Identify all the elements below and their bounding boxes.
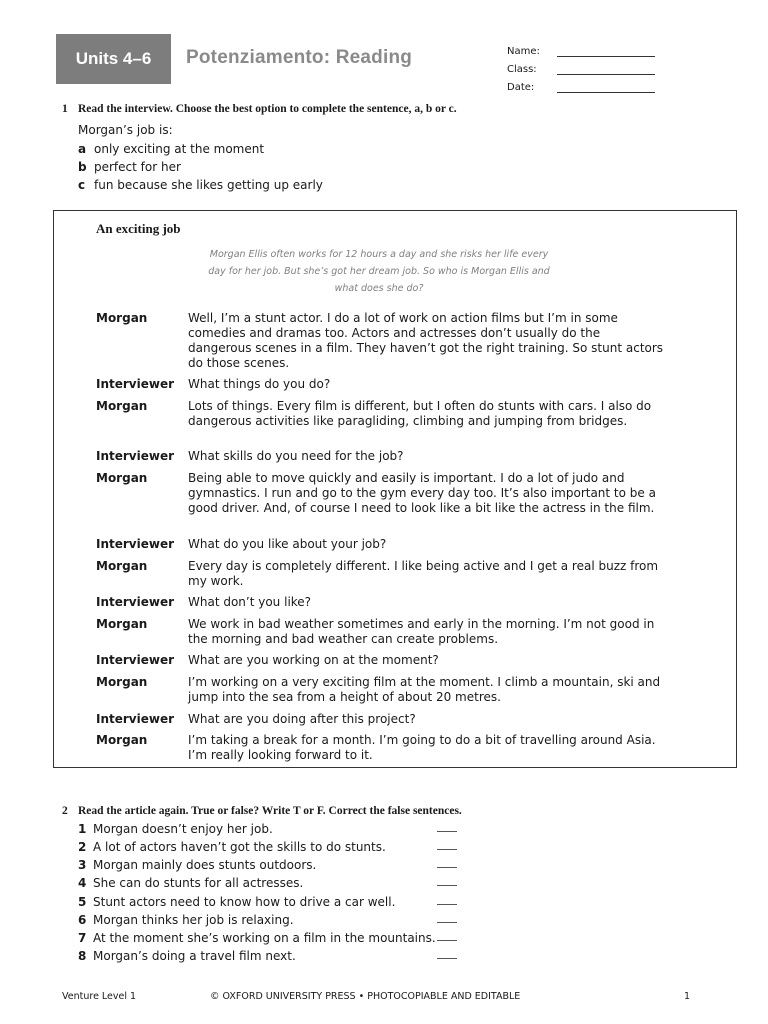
q1-option-c[interactable] [78,178,323,192]
q1-number: 1 [62,103,68,115]
dialogue-text: What things do you do? [188,377,331,391]
name-label: Name: [507,46,540,57]
tf-item-text: She can do stunts for all actresses. [93,876,304,890]
dialogue-text: Lots of things. Every film is different, but I often do stunts with cars. I also do dangerous activities like paragliding, climbing and jumping from bridges. [188,399,652,428]
tf-answer-blank[interactable] [437,849,457,850]
dialogue-text: Well, I’m a stunt actor. I do a lot of work on action films but I’m in some comedies and dramas too. Actors and actresses don’t usually do the dangerous scenes in a film. They haven’t got the right training. So stunt actors do those scenes. [188,311,664,370]
q1-stem: Morgan’s job is: [78,123,173,137]
tf-answer-blank[interactable] [437,904,457,905]
tf-item [78,858,468,872]
q1-instruction-text: Read the interview. Choose the best option to complete the sentence, a, b or c. [78,103,457,115]
tf-answer-blank[interactable] [437,831,457,832]
tf-item [78,913,468,927]
page-title: Potenziamento: Reading [186,47,413,68]
tf-item-text: At the moment she’s working on a film in the mountains. [93,931,436,945]
speaker-name: Interviewer [96,653,175,667]
option-letter: c [78,178,86,192]
option-text: fun because she likes getting up early [94,178,323,192]
tf-item-text: Stunt actors need to know how to drive a car well. [93,895,396,909]
date-field [507,82,655,100]
tf-item-text: Morgan’s doing a travel film next. [93,949,296,963]
option-text: perfect for her [94,160,181,174]
dialogue-text: What don’t you like? [188,595,312,609]
name-line[interactable] [557,46,655,57]
speaker-name: Morgan [96,311,148,325]
intro-line: day for her job. But she’s got her dream job. So who is Morgan Ellis and [208,266,550,277]
footer-left: Venture Level 1 [62,991,137,1002]
q2-instruction [62,805,462,817]
speaker-name: Morgan [96,471,148,485]
tf-item [78,931,468,945]
unit-label-box [56,34,171,84]
tf-item-text: Morgan doesn’t enjoy her job. [93,822,273,836]
q1-option-a[interactable] [78,142,264,156]
dialogue-text: What do you like about your job? [188,537,387,551]
tf-item-text: Morgan thinks her job is relaxing. [93,913,294,927]
dialogue-text: I’m working on a very exciting film at the moment. I climb a mountain, ski and jump into the sea from a height of about 20 metres. [188,675,661,704]
option-text: only exciting at the moment [94,142,265,156]
dialogue-text: We work in bad weather sometimes and early in the morning. I’m not good in the morning and bad weather can create problems. [188,617,655,646]
speaker-name: Interviewer [96,537,175,551]
article-title: An exciting job [96,221,181,236]
option-letter: b [78,160,87,174]
article-intro [154,246,604,297]
speaker-name: Morgan [96,617,148,631]
article-box [53,210,737,768]
speaker-name: Interviewer [96,377,175,391]
tf-item-number: 4 [78,876,87,890]
tf-answer-blank[interactable] [437,867,457,868]
tf-item-text: Morgan mainly does stunts outdoors. [93,858,317,872]
tf-item-number: 3 [78,858,87,872]
tf-item [78,822,468,836]
date-line[interactable] [557,82,655,93]
tf-item-number: 1 [78,822,87,836]
tf-item [78,840,468,854]
intro-line: Morgan Ellis often works for 12 hours a day and she risks her life every [209,249,549,260]
intro-line: what does she do? [334,283,424,294]
q2-instruction-text: Read the article again. True or false? Write T or F. Correct the false sentences. [78,805,462,817]
tf-answer-blank[interactable] [437,958,457,959]
tf-answer-blank[interactable] [437,940,457,941]
q1-instruction [62,103,457,115]
dialogue-text: What skills do you need for the job? [188,449,404,463]
class-field [507,64,655,82]
speaker-name: Morgan [96,675,148,689]
tf-item-number: 8 [78,949,87,963]
unit-label: Units 4–6 [75,49,152,68]
student-info-fields [507,46,655,100]
tf-item-number: 2 [78,840,87,854]
dialogue-text: What are you doing after this project? [188,712,416,726]
tf-item-number: 7 [78,931,87,945]
speaker-name: Interviewer [96,449,175,463]
tf-item-text: A lot of actors haven’t got the skills to do stunts. [93,840,386,854]
page-number: 1 [684,991,691,1002]
speaker-name: Morgan [96,733,148,747]
dialogue-text: Every day is completely different. I like being active and I get a real buzz from my work. [188,559,659,588]
dialogue-text: What are you working on at the moment? [188,653,439,667]
tf-item [78,949,468,963]
speaker-name: Interviewer [96,595,175,609]
option-letter: a [78,142,87,156]
class-label: Class: [507,64,537,75]
dialogue-text: Being able to move quickly and easily is important. I do a lot of judo and gymnastics. I run and go to the gym every day too. It’s also important to be a good driver. And, of course I need to look like a bit like the actress in the film. [188,471,656,515]
tf-answer-blank[interactable] [437,885,457,886]
tf-item-number: 6 [78,913,87,927]
footer-copyright: © OXFORD UNIVERSITY PRESS • PHOTOCOPIABLE AND EDITABLE [210,991,521,1002]
speaker-name: Morgan [96,399,148,413]
date-label: Date: [507,82,535,93]
q2-number: 2 [62,805,68,817]
tf-item-number: 5 [78,895,87,909]
speaker-name: Morgan [96,559,148,573]
tf-item [78,876,468,890]
name-field [507,46,655,64]
speaker-name: Interviewer [96,712,175,726]
q1-option-b[interactable] [78,160,181,174]
dialogue-text: I’m taking a break for a month. I’m going to do a bit of travelling around Asia. I’m really looking forward to it. [188,733,656,762]
tf-answer-blank[interactable] [437,922,457,923]
class-line[interactable] [557,64,655,75]
tf-item [78,895,468,909]
